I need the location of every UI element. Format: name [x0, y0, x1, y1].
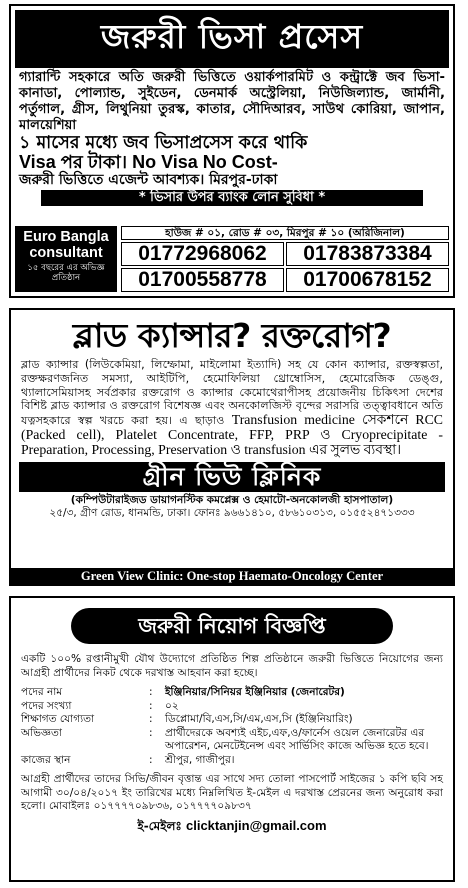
- visa-processing-ad: [9, 4, 455, 298]
- job-detail-value: ডিপ্লোমা/বি,এস,সি/এম,এস,সি (ইঞ্জিনিয়ারিং): [165, 713, 353, 725]
- clinic-ad-headline: ব্লাড ক্যান্সার? রক্তরোগ?: [72, 316, 392, 355]
- recruitment-title: জরুরী নিয়োগ বিজ্ঞপ্তি: [71, 608, 393, 644]
- job-detail-value: ০২: [165, 699, 179, 712]
- visa-ad-loan-banner: * ভিসার উপর ব্যাংক লোন সুবিধা *: [41, 190, 423, 206]
- visa-ad-agent-line: জরুরী ভিত্তিতে এজেন্ট আবশ্যক। মিরপুর-ঢাকা: [19, 172, 278, 188]
- job-detail-row: [21, 727, 447, 754]
- job-detail-label: শিক্ষাগত যোগ্যতা: [21, 713, 95, 725]
- job-detail-value: ইঞ্জিনিয়ার/সিনিয়র ইঞ্জিনিয়ার (জেনারেটর): [165, 686, 345, 698]
- job-detail-row: [21, 700, 447, 714]
- job-detail-row: [21, 713, 447, 727]
- visa-ad-process-line: ১ মাসের মধ্যে জব ভিসাপ্রসেস করে থাকি: [19, 133, 308, 153]
- consultant-tagline: ১৫ বছরের এর অভিজ্ঞ প্রতিষ্ঠান: [27, 263, 105, 283]
- visa-ad-contact-box: [15, 226, 449, 292]
- recruitment-instructions: আগ্রহী প্রার্থীদের তাদের সিভি/জীবন বৃত্তান্ত এর সাথে সদ্য তোলা পাসপোর্ট সাইজের ১ কপি ছবি সহ আগামী ৩০/০৪/২০১৭ ইং তারিখের মধ্যে নিম্নলিখিত ই-মেইল এ দরখাস্ত প্রেরনের জন্য অনুরোধ করা হলো। মোবাইলঃ ০১৭৭৭৭০৯৮৩৬, ০১৭৭৭৭০৯৮৩৭: [21, 773, 443, 812]
- job-detail-separator: :: [149, 753, 153, 766]
- consultant-name: Euro Bangla consultant: [23, 229, 109, 261]
- visa-ad-title: জরুরী ভিসা প্রসেস: [15, 10, 449, 68]
- job-detail-label: কাজের স্থান: [21, 753, 71, 766]
- phone-number: 01700558778: [121, 268, 284, 292]
- clinic-ad-body-bengali: ব্লাড ক্যান্সার (লিউকেমিয়া, লিম্ফোমা, মাইলোমা ইত্যাদি) সহ যে কোন ক্যান্সার, রক্তস্বল্পতা, রক্তক্ষরণজনিত সমস্যা, আইটিপি, হেমোফিলিয়া থ্রোম্বোসিস, হেমোরেজিক ডেঙ্গু, থ্যালাসেমিয়াসহ সর্বপ্রকার রক্তরোগ ও ক্যান্সার কেমোথেরাপীসহ প্রয়োজনীয় চিকিৎসা দেশের বিশিষ্ট ব্লাড ক্যান্সার ও রক্তরোগ বিশেষজ্ঞ এবং অনকোলজিস্ট বৃন্দের সরাসরি তত্ত্বাবধানে অতি যত্নসহকারে স্বল্প খরচে করা হয়। এ ছাড়াও: [21, 358, 443, 428]
- clinic-address: ২৫/৩, গ্রীণ রোড, ধানমন্ডি, ঢাকা। ফোনঃ ৯৬৬১৪১০, ৫৮৬১০৩১৩, ০১৫৫২৪৭১৩৩৩: [49, 506, 415, 519]
- job-detail-separator: :: [149, 713, 153, 725]
- job-detail-row: [21, 686, 447, 700]
- consultant-address: হাউজ # ০১, রোড # ০৩, মিরপুর # ১০ (অরিজিনাল): [121, 226, 449, 240]
- job-details-table: [21, 686, 447, 767]
- phone-number: 01700678152: [286, 268, 449, 292]
- phone-number: 01783873384: [286, 242, 449, 266]
- job-detail-label: অভিজ্ঞতা: [21, 726, 62, 739]
- phone-number: 01772968062: [121, 242, 284, 266]
- consultant-brand-block: [15, 226, 117, 292]
- email-address: clicktanjin@gmail.com: [185, 817, 327, 833]
- clinic-ad-body: [21, 358, 443, 458]
- visa-ad-no-cost-line: Visa পর টাকা। No Visa No Cost-: [19, 152, 278, 172]
- job-detail-separator: :: [149, 726, 153, 739]
- job-detail-value: শ্রীপুর, গাজীপুর।: [165, 753, 235, 766]
- recruitment-email-line: [11, 818, 453, 838]
- email-label: ই-মেইলঃ: [137, 818, 182, 833]
- job-detail-value: প্রার্থীদেরকে অবশ্যই এইচ,এফ,ও/ফার্নেস ওয়েল জেনারেটর এর অপারেশন, মেনটেইনেন্স এবং সার্ভিসিং কাজে অভিজ্ঞ হতে হবে।: [165, 726, 429, 752]
- job-detail-separator: :: [149, 699, 153, 712]
- job-detail-row: [21, 754, 447, 768]
- blood-cancer-clinic-ad: [9, 308, 455, 586]
- clinic-name-banner: গ্রীন ভিউ ক্লিনিক: [19, 462, 445, 492]
- clinic-footer-banner: Green View Clinic: One-stop Haemato-Oncology Center: [11, 568, 453, 584]
- job-detail-label: পদের সংখ্যা: [21, 699, 72, 712]
- clinic-subtitle: (কম্পিউটারাইজড ডায়াগনস্টিক কমপ্লেক্স ও হেমাটো-অনকোলজী হাসপাতাল): [70, 493, 394, 506]
- recruitment-notice-ad: [9, 596, 455, 882]
- recruitment-intro: একটি ১০০% রপ্তানীমুখী যৌথ উদ্যোগে প্রতিষ্ঠিত শিল্প প্রতিষ্ঠানে জরুরী ভিত্তিতে নিয়োগের জন্য আগ্রহী প্রার্থীদের নিকট থেকে দরখাস্ত আহবান করা হচ্ছে।: [21, 653, 443, 679]
- job-detail-separator: :: [149, 686, 153, 698]
- consultant-phone-grid: [121, 242, 449, 292]
- clinic-ad-body-transfusion: Transfusion medicine সেকশনে RCC (Packed cell), Platelet Concentrate, FFP, PRP ও Cryoprecipitate - Preparation, Processing, Preservation ও transfusion এর সুলভ ব্যবস্থা।: [21, 412, 444, 457]
- job-detail-label: পদের নাম: [21, 686, 63, 698]
- visa-ad-body: গ্যারান্টি সহকারে অতি জরুরী ভিত্তিতে ওয়ার্কপারমিট ও কন্ট্রাক্টে জব ভিসা- কানাডা, পোল্যান্ড, সুইডেন, ডেনমার্ক অস্ট্রেলিয়া, নিউজিল্যান্ড, জার্মানী, পর্তুগাল, গ্রীস, লিথুনিয়া তুরস্ক, কাতার, সৌদিআরব, সাউথ কোরিয়া, জাপান, মালয়েশিয়া: [19, 70, 445, 133]
